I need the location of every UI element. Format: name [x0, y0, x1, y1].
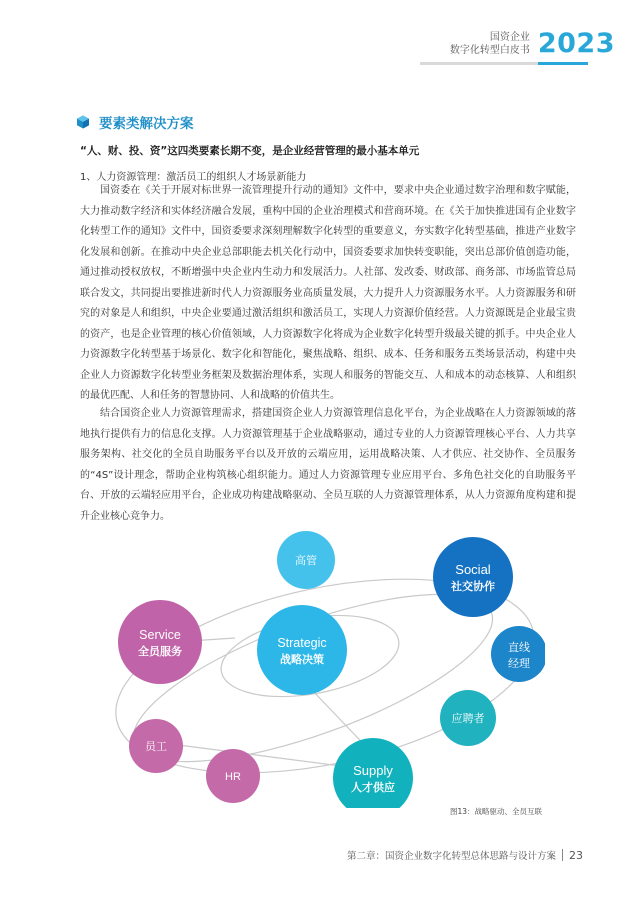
section-title: [76, 112, 194, 132]
figure-caption: 图13：战略驱动、全员互联: [450, 807, 543, 816]
zhixian-label-line1: 直线: [508, 641, 530, 654]
page-footer: [347, 848, 583, 862]
strategic-zh-label: 战略决策: [280, 653, 324, 666]
paragraph-1: 国资委在《关于开展对标世界一流管理提升行动的通知》文件中，要求中央企业通过数字治理和数字赋能，大力推动数字经济和实体经济融合发展，重构中国的企业治理模式和营商环境。在《关于加快推进国有企业数字化转型工作的通知》文件中，国资委要求深刻理解数字化转型的重要意义，夯实数字化转型基础，推进产业数字化发展和创新。在推动中央企业总部职能去机关化行动中，国资委要求加快转变职能，突出总部价值创造功能，通过推动授权放权，不断增强中央企业内生动力和发展活力。人社部、发改委、财政部、商务部、市场监管总局联合发文，共同提出要推进新时代人力资源服务业高质量发展，大力提升人力资源服务水平。人力资源服务和研究的对象是人和组织，中央企业要通过激活组织和激活员工，实现人力资源价值经营。人力资源既是企业最宝贵的资产，也是企业管理的核心价值领域，人力资源数字化将成为企业数字化转型升级最关键的抓手。中央企业人力资源数字化转型基于场景化、数字化和智能化，聚焦战略、组织、成本、任务和服务五类场景活动，构建中央企业人力资源数字化转型业务框架及数据治理体系，实现人和服务的智能交互、人和成本的动态核算、人和组织的最优匹配、人和任务的智慧协同、人和战略的价值共生。: [80, 185, 576, 401]
strategic-en-label: Strategic: [277, 636, 327, 650]
zhixian-label-line2: 经理: [508, 657, 530, 670]
service-circle: [118, 600, 202, 684]
footer-divider: [562, 849, 563, 861]
subheading: “人、财、投、资”这四类要素长期不变，是企业经营管理的最小基本单元: [80, 145, 420, 157]
footer-chapter: 第二章：国资企业数字化转型总体思路与设计方案: [346, 851, 556, 862]
section-title-text: 要素类解决方案: [99, 116, 194, 132]
header-year: 2023: [537, 28, 615, 59]
header-rule-accent: [538, 62, 588, 65]
page-number: 23: [569, 848, 583, 862]
service-zh-label: 全员服务: [138, 645, 182, 658]
zhixian-circle: [491, 626, 545, 682]
social-en-label: Social: [455, 562, 491, 577]
paragraph-2: 结合国资企业人力资源管理需求，搭建国资企业人力资源管理信息化平台，为企业战略在人力资源领域的落地执行提供有力的信息化支撑。人力资源管理基于企业战略驱动，通过专业的人力资源管理核心平台、人力共享服务架构、社交化的全员自助服务平台以及开放的云端应用，运用战略决策、人才供应、社交协作、全员服务的“4S”设计理念，帮助企业构筑核心组织能力。通过人力资源管理专业应用平台、多角色社交化的自助服务平台、开放的云端轻应用平台，企业成功构建战略驱动、全员互联的人力资源管理体系，从人力资源角度构建和提升企业核心竞争力。: [80, 408, 576, 522]
cube-icon: [76, 115, 90, 129]
gaoguan-label: 高管: [295, 554, 317, 567]
page-header: [450, 28, 615, 59]
item-heading: 1、人力资源管理：激活员工的组织人才场景新能力: [80, 172, 307, 183]
header-line2: 数字化转型白皮书: [449, 44, 530, 56]
yuangong-label: 员工: [145, 740, 167, 753]
strategy-diagram: [105, 528, 545, 808]
header-title: [450, 31, 530, 57]
social-circle: [433, 537, 513, 617]
strategic-circle: [257, 605, 347, 695]
yingpinzhe-label: 应聘者: [451, 712, 485, 725]
header-rule: [420, 62, 538, 65]
social-zh-label: 社交协作: [451, 580, 495, 593]
supply-zh-label: 人才供应: [351, 781, 395, 794]
supply-en-label: Supply: [353, 763, 393, 778]
service-en-label: Service: [139, 628, 181, 642]
header-line1: 国资企业: [489, 31, 530, 43]
hr-label: HR: [225, 771, 241, 783]
